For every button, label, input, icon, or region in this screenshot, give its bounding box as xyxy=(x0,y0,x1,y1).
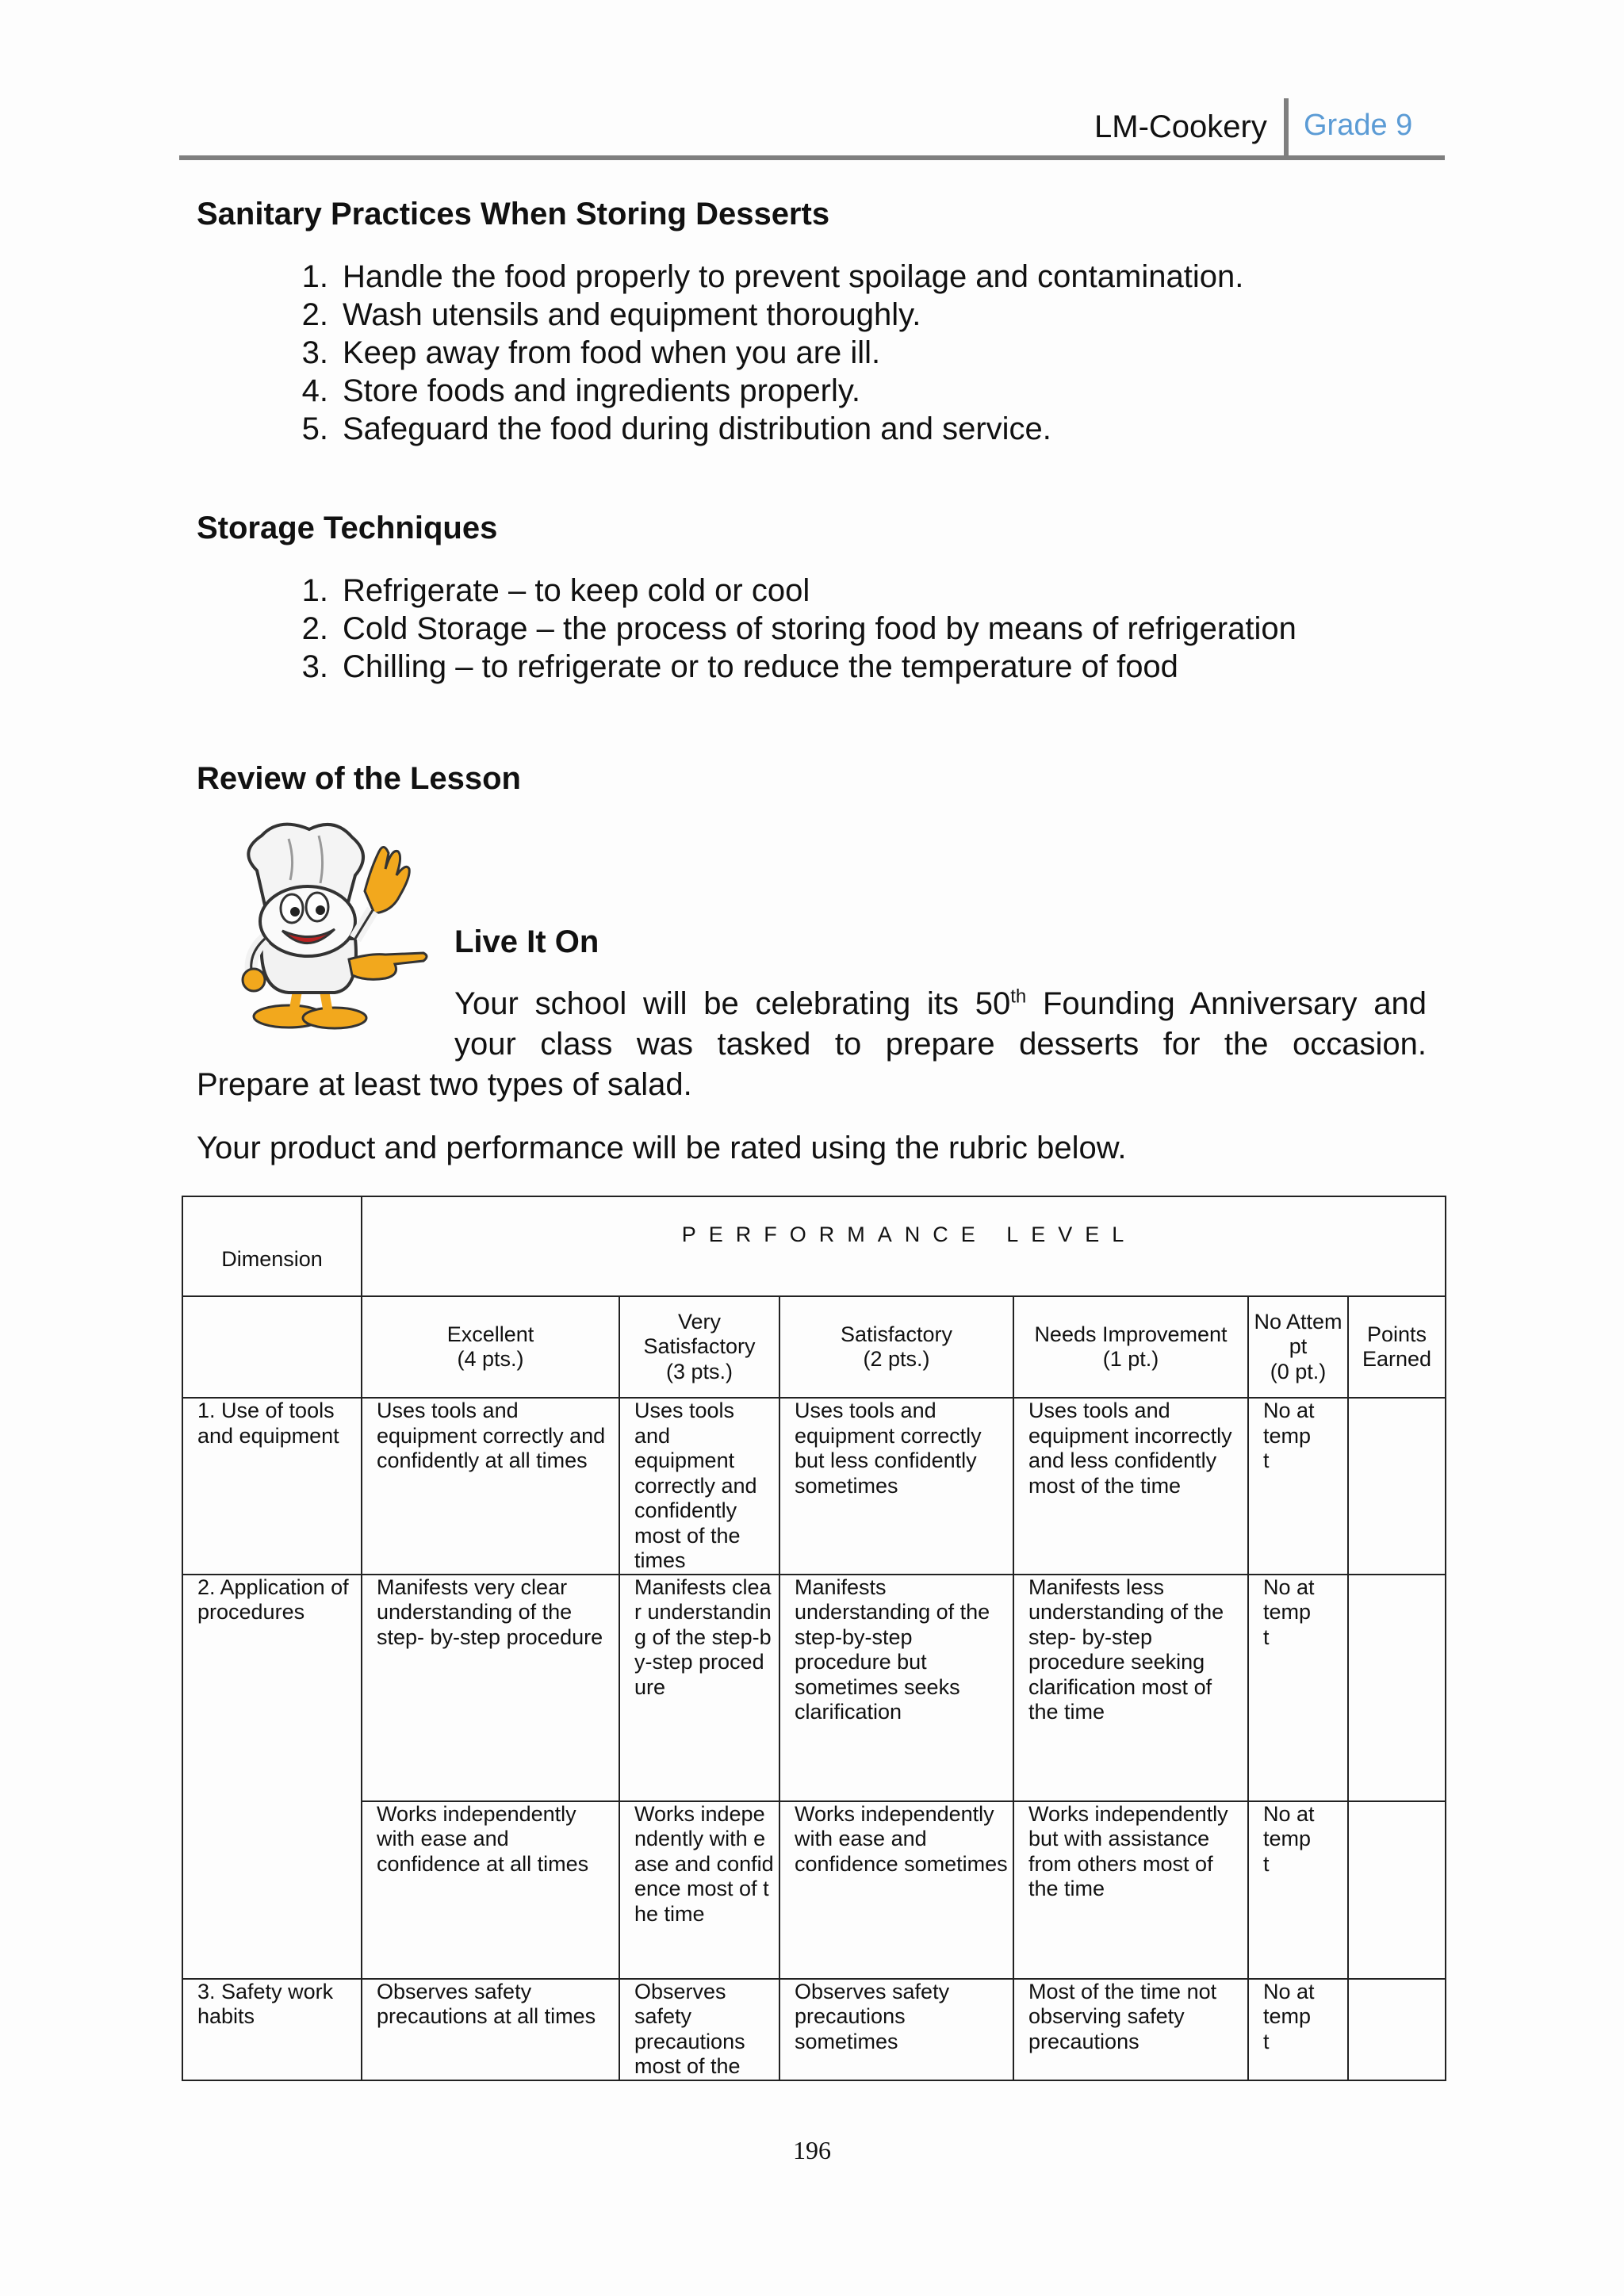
rubric-table xyxy=(182,1196,1446,2081)
list-item: 3. Chilling – to refrigerate or to reduce the temperature of food xyxy=(301,649,1178,684)
satisfactory-cell: Works independently with ease and confidence sometimes xyxy=(779,1801,1013,1979)
points-earned-cell xyxy=(1348,1398,1446,1575)
header-divider xyxy=(1284,98,1289,159)
excellent-cell: Uses tools and equipment correctly and confidently at all times xyxy=(362,1398,619,1575)
table-row xyxy=(182,1575,1446,1801)
performance-level-header: PERFORMANCE LEVEL xyxy=(362,1196,1446,1296)
satisfactory-cell: Observes safety precautions sometimes xyxy=(779,1979,1013,2080)
chef-mascot-illustration xyxy=(216,820,438,1034)
dimension-cell: 1. Use of tools and equipment xyxy=(182,1398,362,1575)
level-very-satisfactory-header: Very Satisfactory (3 pts.) xyxy=(619,1296,779,1398)
very-satisfactory-cell: Works independently with ease and confidence most of the time xyxy=(619,1801,779,1979)
empty-cell xyxy=(182,1296,362,1398)
table-row xyxy=(182,1398,1446,1575)
dimension-header: Dimension xyxy=(182,1196,362,1296)
excellent-cell: Manifests very clear understanding of the step- by-step procedure xyxy=(362,1575,619,1801)
needs-improvement-cell: Uses tools and equipment incorrectly and less confidently most of the time xyxy=(1013,1398,1248,1575)
list-item: 1. Refrigerate – to keep cold or cool xyxy=(301,573,810,608)
storage-techniques-list xyxy=(293,572,1297,686)
dimension-cell: 3. Safety work habits xyxy=(182,1979,362,2080)
grade-label: Grade 9 xyxy=(1304,109,1413,142)
points-earned-header: Points Earned xyxy=(1348,1296,1446,1398)
rubric-intro: Your product and performance will be rated using the rubric below. xyxy=(197,1131,1127,1165)
needs-improvement-cell: Manifests less understanding of the step- by-step procedure seeking clarification most of the time xyxy=(1013,1575,1248,1801)
very-satisfactory-cell: Observes safety precautions most of the xyxy=(619,1979,779,2080)
levels-header-row xyxy=(182,1296,1446,1398)
table-row xyxy=(182,1801,1446,1979)
very-satisfactory-cell: Uses tools and equipment correctly and confidently most of the times xyxy=(619,1398,779,1575)
course-title: LM-Cookery xyxy=(1094,109,1267,144)
list-item: 4. Store foods and ingredients properly. xyxy=(301,373,860,408)
level-satisfactory-header: Satisfactory (2 pts.) xyxy=(779,1296,1013,1398)
table-row xyxy=(182,1979,1446,2080)
no-attempt-cell: No attempt xyxy=(1248,1398,1348,1575)
activity-paragraph-line3: Prepare at least two types of salad. xyxy=(197,1067,692,1102)
list-item: 5. Safeguard the food during distribution and service. xyxy=(301,411,1051,446)
points-earned-cell xyxy=(1348,1979,1446,2080)
level-excellent-header: Excellent (4 pts.) xyxy=(362,1296,619,1398)
header-rule xyxy=(179,155,1445,160)
review-heading: Review of the Lesson xyxy=(197,761,521,796)
list-item: 1. Handle the food properly to prevent spoilage and contamination. xyxy=(301,259,1244,294)
level-needs-improvement-header: Needs Improvement (1 pt.) xyxy=(1013,1296,1248,1398)
satisfactory-cell: Uses tools and equipment correctly but less confidently sometimes xyxy=(779,1398,1013,1575)
live-it-on-heading: Live It On xyxy=(454,924,599,959)
activity-paragraph-line1: Your school will be celebrating its 50th Founding Anniversary and xyxy=(454,985,1427,1021)
list-item: 3. Keep away from food when you are ill. xyxy=(301,335,881,370)
sanitary-practices-list xyxy=(293,258,1243,448)
dimension-cell: 2. Application of procedures xyxy=(182,1575,362,1801)
list-item: 2. Cold Storage – the process of storing food by means of refrigeration xyxy=(301,611,1297,646)
sanitary-practices-heading: Sanitary Practices When Storing Desserts xyxy=(197,197,830,232)
storage-techniques-heading: Storage Techniques xyxy=(197,511,498,545)
very-satisfactory-cell: Manifests clear understanding of the step-by-step procedure xyxy=(619,1575,779,1801)
page-number: 196 xyxy=(793,2136,831,2164)
excellent-cell: Observes safety precautions at all times xyxy=(362,1979,619,2080)
no-attempt-cell: No attempt xyxy=(1248,1979,1348,2080)
satisfactory-cell: Manifests understanding of the step-by-step procedure but sometimes seeks clarification xyxy=(779,1575,1013,1801)
needs-improvement-cell: Works independently but with assistance from others most of the time xyxy=(1013,1801,1248,1979)
points-earned-cell xyxy=(1348,1575,1446,1801)
level-no-attempt-header: No Attempt (0 pt.) xyxy=(1248,1296,1348,1398)
no-attempt-cell: No attempt xyxy=(1248,1575,1348,1801)
no-attempt-cell: No attempt xyxy=(1248,1801,1348,1979)
dimension-cell xyxy=(182,1801,362,1979)
table-header-row xyxy=(182,1196,1446,1296)
excellent-cell: Works independently with ease and confidence at all times xyxy=(362,1801,619,1979)
points-earned-cell xyxy=(1348,1801,1446,1979)
list-item: 2. Wash utensils and equipment thoroughly. xyxy=(301,297,921,332)
needs-improvement-cell: Most of the time not observing safety precautions xyxy=(1013,1979,1248,2080)
activity-paragraph-line2: your class was tasked to prepare desserts for the occasion. xyxy=(454,1027,1427,1062)
